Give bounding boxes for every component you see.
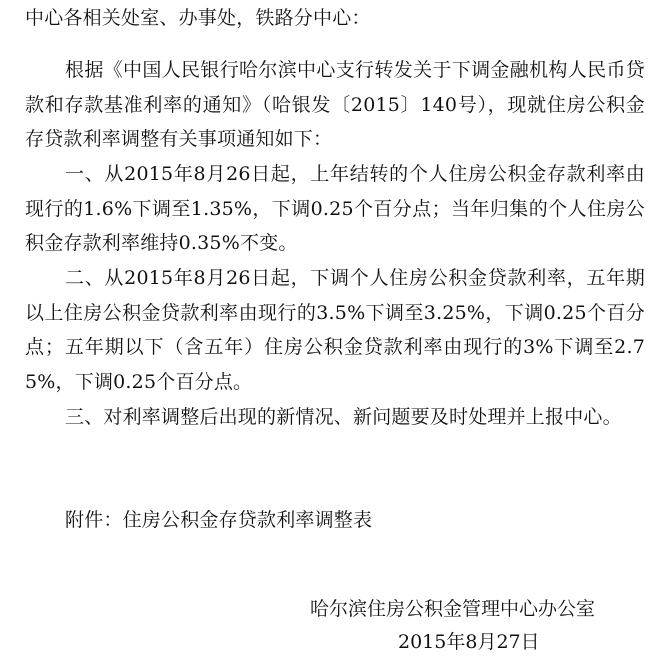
item-3-paragraph: 三、对利率调整后出现的新情况、新问题要及时处理并上报中心。 (65, 406, 622, 428)
signature-org: 哈尔滨住房公积金管理中心办公室 (310, 598, 596, 620)
item-1-paragraph: 一、从2015年8月26日起，上年结转的个人住房公积金存款利率由现行的1.6%下调至1.35%，下调0.25个百分点；当年归集的个人住房公积金存款利率维持0.35%不变。 (25, 163, 645, 255)
attachment-line: 附件：住房公积金存贷款利率调整表 (65, 509, 373, 531)
signature-date: 2015年8月27日 (398, 631, 540, 653)
item-2-paragraph: 二、从2015年8月26日起，下调个人住房公积金贷款利率，五年期以上住房公积金贷款利率由现行的3.5%下调至3.25%，下调0.25个百分点；五年期以下（含五年）住房公积金贷款利率由现行的3%下调至2.75%，下调0.25个百分点。 (25, 267, 645, 393)
intro-paragraph: 根据《中国人民银行哈尔滨中心支行转发关于下调金融机构人民币贷款和存款基准利率的通知》（哈银发〔2015〕140号），现就住房公积金存贷款利率调整有关事项通知如下： (25, 59, 645, 151)
salutation: 中心各相关处室、办事处，铁路分中心： (25, 7, 371, 29)
